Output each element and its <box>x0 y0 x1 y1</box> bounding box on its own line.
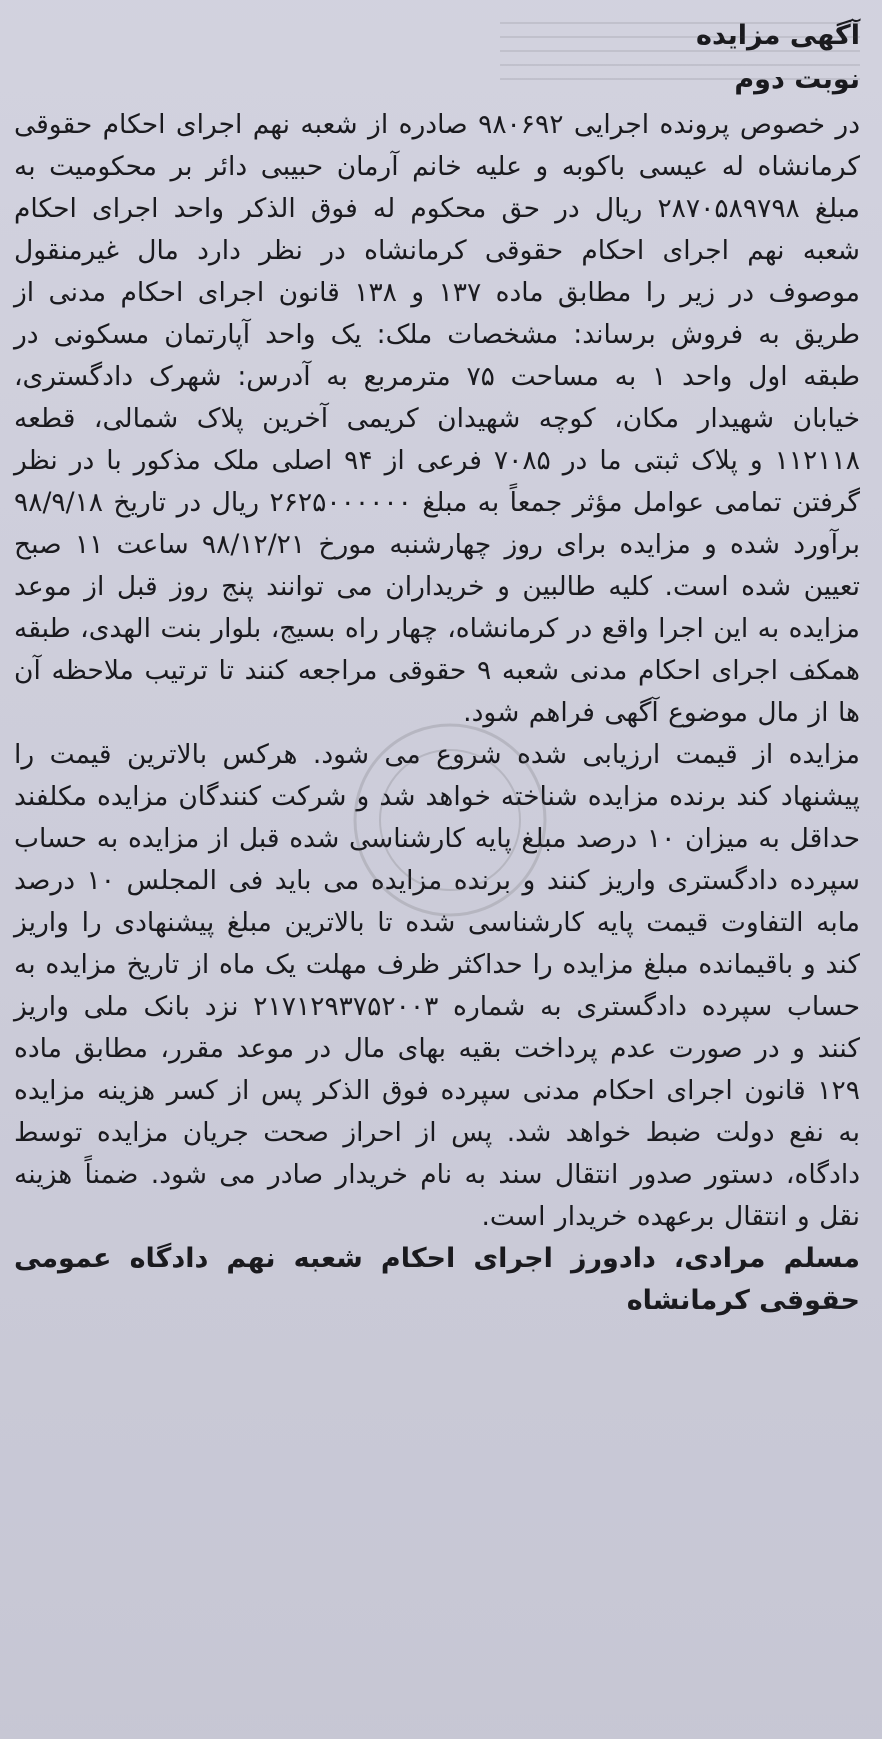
notice-signature: مسلم مرادی، دادورز اجرای احکام شعبه نهم دادگاه عمومی حقوقی کرمانشاه <box>14 1243 860 1316</box>
notice-title: آگهی مزایده <box>696 20 860 51</box>
notice-paragraph-terms: مزایده از قیمت ارزیابی شده شروع می شود. هرکس بالاترین قیمت را پیشنهاد کند برنده مزایده شناخته خواهد شد و شرکت کنندگان مزایده مکلفند حداقل به میزان ۱۰ درصد مبلغ پایه کارشناسی شده قبل از مزایده به حساب سپرده دادگستری واریز کنند و برنده مزایده می باید فی المجلس ۱۰ درصد مابه التفاوت قیمت پایه کارشناسی شده تا بالاترین مبلغ پیشنهادی را واریز کند و باقیمانده مبلغ مزایده را حداکثر ظرف مهلت یک ماه از تاریخ مزایده به حساب سپرده دادگستری به شماره ۲۱۷۱۲۹۳۷۵۲۰۰۳ نزد بانک ملی واریز کنند و در صورت عدم پرداخت بقیه بهای مال در موعد مقرر، مطابق ماده ۱۲۹ قانون اجرای احکام مدنی سپرده فوق الذکر پس از کسر هزینه مزایده به نفع دولت ضبط خواهد شد. پس از احراز صحت جریان مزایده توسط دادگاه، دستور صدور انتقال سند به نام خریدار صادر می شود. ضمناً هزینه نقل و انتقال برعهده خریدار است. <box>14 739 861 1232</box>
notice-paragraph-details: در خصوص پرونده اجرایی ۹۸۰۶۹۲ صادره از شعبه نهم اجرای احکام حقوقی کرمانشاه له عیسی باکوبه و علیه خانم آرمان حبیبی دائر بر محکومیت به مبلغ ۲۸۷۰۵۸۹۷۹۸ ریال در حق محکوم له فوق الذکر واحد اجرای احکام شعبه نهم اجرای احکام حقوقی کرمانشاه در نظر دارد مال غیرمنقول موصوف در زیر را مطابق ماده ۱۳۷ و ۱۳۸ قانون اجرای احکام مدنی از طریق به فروش برساند: مشخصات ملک: یک واحد آپارتمان مسکونی در طبقه اول واحد ۱ به مساحت ۷۵ مترمربع به آدرس: شهرک دادگستری، خیابان شهیدار مکان، کوچه شهیدان کریمی آخرین پلاک شمالی، قطعه ۱۱۲۱۱۸ و پلاک ثبتی ما در ۷۰۸۵ فرعی از ۹۴ اصلی ملک مذکور با در نظر گرفتن تمامی عوامل مؤثر جمعاً به مبلغ ۲۶۲۵۰۰۰۰۰۰ ریال در تاریخ ۹۸/۹/۱۸ برآورد شده و مزایده برای روز چهارشنبه مورخ ۹۸/۱۲/۲۱ ساعت ۱۱ صبح تعیین شده است. کلیه طالبین و خریداران می توانند پنج روز قبل از موعد مزایده به این اجرا واقع در کرمانشاه، چهار راه بسیج، بلوار بنت الهدی، طبقه همکف اجرای احکام مدنی شعبه ۹ حقوقی مراجعه کنند تا ترتیب ملاحظه آن ها از مال موضوع آگهی فراهم شود. <box>14 109 861 728</box>
notice-subtitle: نوبت دوم <box>734 64 860 95</box>
